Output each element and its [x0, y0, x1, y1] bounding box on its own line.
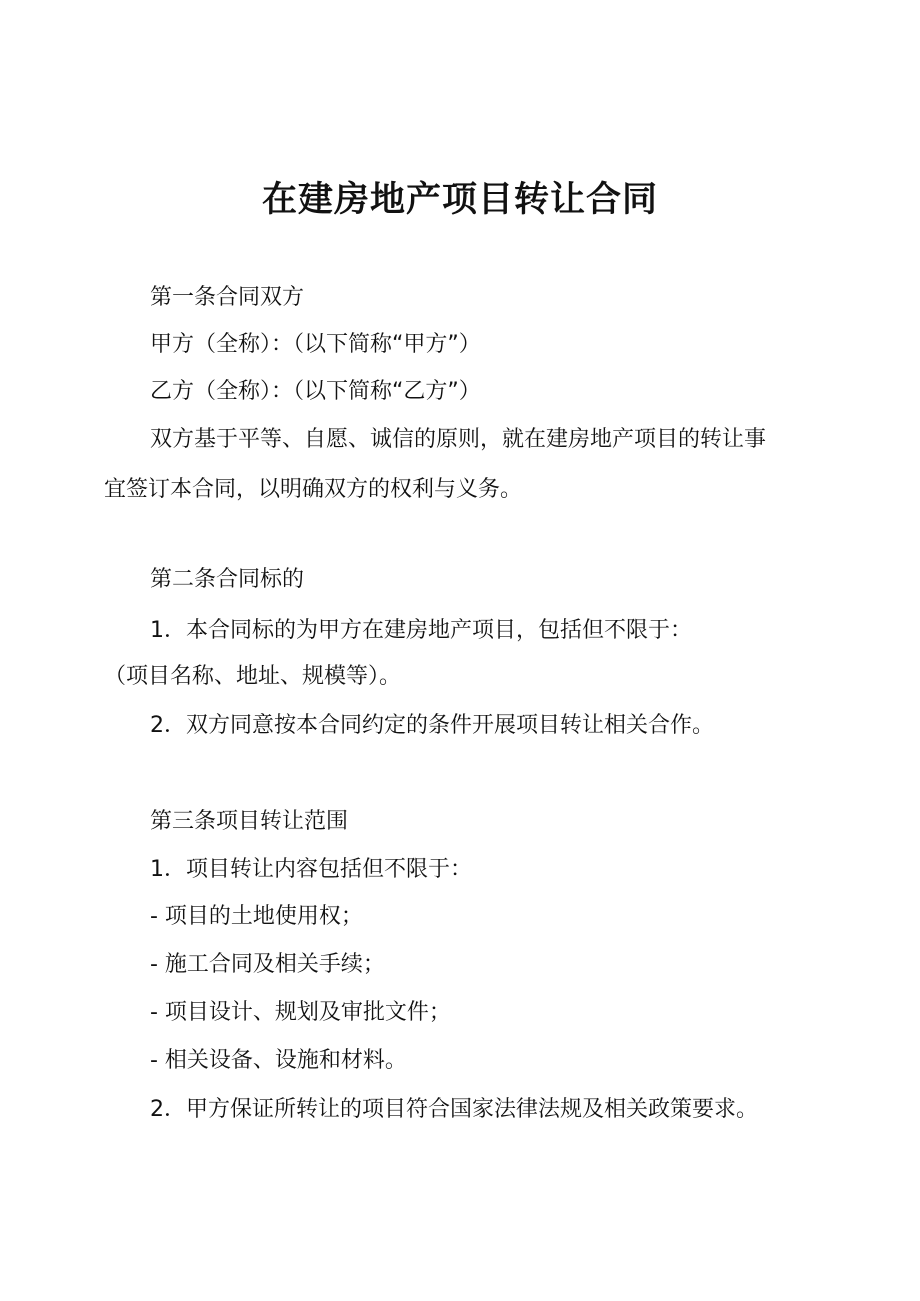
intro-paragraph-line2: 宜签订本合同，以明确双方的权利与义务。: [104, 477, 523, 502]
article3-heading: 第三条项目转让范围: [150, 809, 349, 834]
article3-item1: 1．项目转让内容包括但不限于：: [150, 857, 472, 882]
list-item: - 相关设备、设施和材料。: [150, 1048, 407, 1073]
article2-heading: 第二条合同标的: [150, 567, 305, 592]
list-item: - 项目的土地使用权；: [150, 904, 363, 929]
party-a-line: 甲方（全称）：（以下简称“甲方”）: [150, 332, 481, 357]
list-item: - 施工合同及相关手续；: [150, 952, 385, 977]
article2-item2: 2．双方同意按本合同约定的条件开展项目转让相关合作。: [150, 713, 714, 738]
article1-heading: 第一条合同双方: [150, 285, 305, 310]
article3-item2: 2．甲方保证所转让的项目符合国家法律法规及相关政策要求。: [150, 1097, 758, 1122]
party-b-line: 乙方（全称）：（以下简称“乙方”）: [150, 379, 481, 404]
document-title: 在建房地产项目转让合同: [261, 180, 658, 220]
article2-item1-line1: 1．本合同标的为甲方在建房地产项目，包括但不限于：: [150, 618, 692, 643]
intro-paragraph-line1: 双方基于平等、自愿、诚信的原则，就在建房地产项目的转让事: [150, 427, 767, 452]
list-item: - 项目设计、规划及审批文件；: [150, 1000, 451, 1025]
article2-item1-line2: （项目名称、地址、规模等）。: [104, 664, 402, 689]
